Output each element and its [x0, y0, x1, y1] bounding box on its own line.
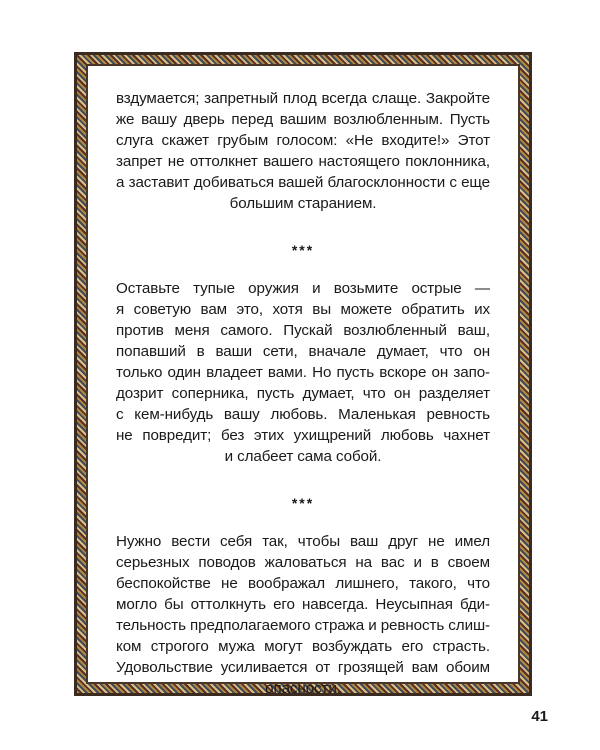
- text-line: против меня самого. Пускай возлюбленный ваш,: [116, 322, 490, 339]
- text-line: тельность предполагаемого стража и ревность слиш-: [116, 617, 490, 634]
- paragraph-1: [116, 88, 490, 214]
- paragraph-3: [116, 531, 490, 699]
- text-line: только один владеет вами. Но пусть вскоре он запо-: [116, 364, 490, 381]
- text-line: беспокойстве не воображал лишнего, такого, что: [116, 575, 490, 592]
- text-line: Оставьте тупые оружия и возьмите острые —: [116, 280, 490, 297]
- text-line: и слабеет сама собой.: [224, 448, 382, 465]
- text-line: слуга скажет грубым голосом: «Не входите!» Этот: [116, 132, 490, 149]
- text-line: опасности.: [265, 680, 341, 697]
- text-line: могло бы оттолкнуть его навсегда. Неусыпная бди-: [116, 596, 490, 613]
- text-line: дозрит соперника, пусть думает, что он разделяет: [116, 385, 490, 402]
- text-line: же вашу дверь перед вашим возлюбленным. Пусть: [116, 111, 490, 128]
- text-line: запрет не оттолкнет вашего настоящего поклонника,: [116, 153, 490, 170]
- text-line: серьезных поводов жаловаться на вас и в своем: [116, 554, 490, 571]
- text-line: Удовольствие усиливается от грозящей вам обоим: [116, 659, 490, 676]
- section-separator: ***: [291, 495, 315, 511]
- text-line: не повредит; без этих ухищрений любовь чахнет: [116, 427, 490, 444]
- text-line: вздумается; запретный плод всегда слаще. Закройте: [116, 90, 490, 107]
- text-line: большим старанием.: [229, 195, 377, 212]
- text-line: попавший в ваши сети, вначале думает, что он: [116, 343, 490, 360]
- ornamental-border: [74, 52, 532, 696]
- section-separator: ***: [291, 242, 315, 258]
- text-line: я советую вам это, хотя вы можете обратить их: [116, 301, 490, 318]
- paragraph-2: [116, 278, 490, 467]
- page-text-area: [86, 64, 520, 697]
- text-line: а заставит добиваться вашей благосклонности с еще: [116, 174, 490, 191]
- text-line: Нужно вести себя так, чтобы ваш друг не имел: [116, 533, 490, 550]
- text-line: ком строгого мужа могут возбуждать его страсть.: [116, 638, 490, 655]
- page-number: 41: [531, 708, 548, 725]
- text-line: с кем-нибудь вашу любовь. Маленькая ревность: [116, 406, 490, 423]
